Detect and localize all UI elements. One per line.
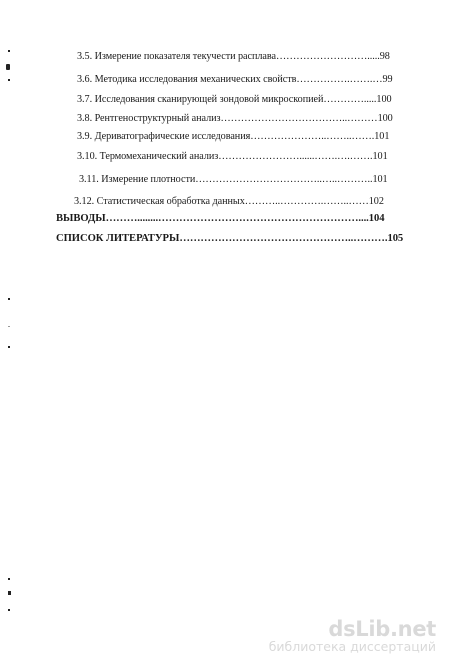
scan-dot <box>8 326 10 327</box>
watermark <box>269 618 436 654</box>
toc-entry-3-9: 3.9. Дериватографические исследования…………………..……..…….101 <box>77 131 390 142</box>
toc-entry-3-7: 3.7. Исследования сканирующей зондовой микроскопией………….....100 <box>77 94 392 105</box>
toc-entry-3-10: 3.10. Термомеханический анализ……………………......…….….…….101 <box>77 151 388 162</box>
scan-dot <box>8 609 10 611</box>
toc-entry-conclusions: ВЫВОДЫ………........…………………………………………………....104 <box>56 213 385 224</box>
watermark-logo: dsLib.net <box>328 617 436 641</box>
toc-entry-3-8: 3.8. Рентгеноструктурный анализ………………………………..………100 <box>77 113 393 124</box>
toc-entry-3-5: 3.5. Измерение показателя текучести расплава……………………….....98 <box>77 51 390 62</box>
toc-entry-3-11: 3.11. Измерение плотности………………………………..…..………..101 <box>79 174 388 185</box>
scan-dot <box>8 79 10 81</box>
scan-dot <box>8 346 10 348</box>
watermark-subtitle: библиотека диссертаций <box>268 639 436 654</box>
scan-dot <box>8 298 10 300</box>
toc-entry-3-12: 3.12. Статистическая обработка данных………..………….……..……102 <box>74 196 384 207</box>
scan-dot <box>8 50 10 52</box>
toc-entry-references: СПИСОК ЛИТЕРАТУРЫ…………………………………………..……….105 <box>56 233 404 244</box>
scan-mark <box>6 64 10 70</box>
toc-entry-3-6: 3.6. Методика исследования механических свойств…………….…….…99 <box>77 74 393 85</box>
scan-dot <box>8 578 10 580</box>
scan-mark <box>8 591 11 595</box>
